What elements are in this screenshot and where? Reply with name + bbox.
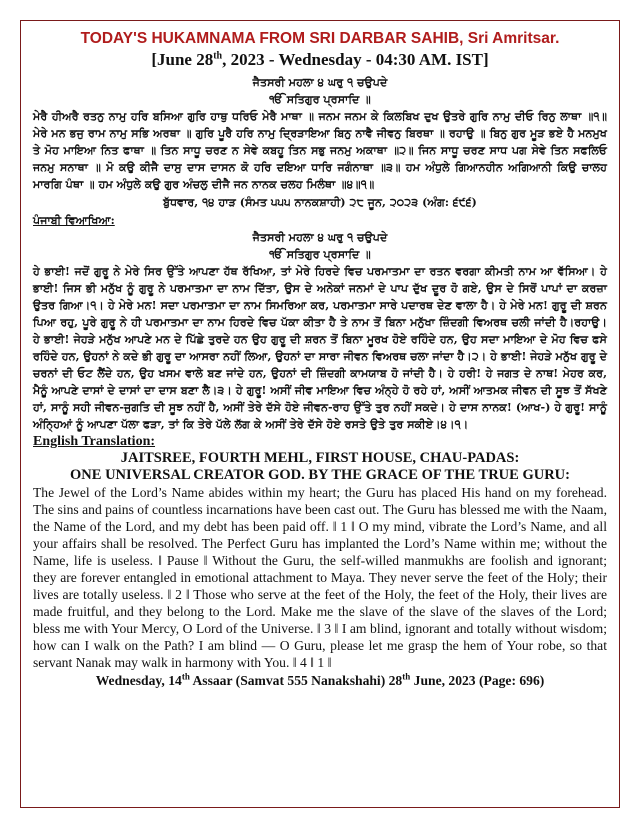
gurbani-date-line: ਬੁੱਧਵਾਰ, ੧੪ ਹਾੜ (ਸੰਮਤ ੫੫੫ ਨਾਨਕਸ਼ਾਹੀ) ੨੮ ਜੂਨ, ੨੦੨੩ (ਅੰਗ: ੬੯੬)	[163, 195, 477, 209]
english-heading: English Translation:	[33, 434, 156, 449]
english-text: The Jewel of the Lord’s Name abides within my heart; the Guru has placed His hand on my forehead. The sins and pains of countless incarnations have been cast out. The Guru has blessed me with the Naam, the Name of the Lord, and my debt has been paid off. ‖ 1 ‖ O my mind, vibrate the Lord’s Name, and all your affairs shall be resolved. The Perfect Guru has implanted the Lord’s Name within me; without the Name, life is useless. ‖ Pause ‖ Without the Guru, the self-willed manmukhs are foolish and ignorant; they are forever entangled in emotional attachment to Maya. They never serve the feet of the Holy; their lives are totally useless. ‖ 2 ‖ Those who serve at the feet of the Holy, the feet of the Holy, their lives are made fruitful, and they belong to the Lord. Make me the slave of the slave of the slaves of the Lord; bless me with Your Mercy, O Lord of the Universe. ‖ 3 ‖ I am blind, ignorant and totally without wisdom; how can I walk on the Path? I am blind — O Guru, please let me grasp the hem of Your robe, so that servant Nanak may walk in harmony with You. ‖ 4 ‖ 1 ‖	[33, 485, 607, 670]
gurbani-text: ਮੇਰੈ ਹੀਅਰੈ ਰਤਨੁ ਨਾਮੁ ਹਰਿ ਬਸਿਆ ਗੁਰਿ ਹਾਥੁ ਧਰਿਓ ਮੇਰੈ ਮਾਥਾ ॥ ਜਨਮ ਜਨਮ ਕੇ ਕਿਲਬਿਖ ਦੁਖ ਉਤਰੇ ਗੁਰਿ ਨਾਮੁ ਦੀਓ ਰਿਨੁ ਲਾਥਾ ॥੧॥ ਮੇਰੇ ਮਨ ਭਜੁ ਰਾਮ ਨਾਮੁ ਸਭਿ ਅਰਥਾ ॥ ਗੁਰਿ ਪੂਰੈ ਹਰਿ ਨਾਮੁ ਦ੍ਰਿੜਾਇਆ ਬਿਨੁ ਨਾਵੈ ਜੀਵਨੁ ਬਿਰਥਾ ॥ ਰਹਾਉ ॥ ਬਿਨੁ ਗੁਰ ਮੂੜ ਭਏ ਹੈ ਮਨਮੁਖ ਤੇ ਮੋਹ ਮਾਇਆ ਨਿਤ ਫਾਥਾ ॥ ਤਿਨ ਸਾਧੂ ਚਰਣ ਨ ਸੇਵੇ ਕਬਹੂ ਤਿਨ ਸਭੁ ਜਨਮੁ ਅਕਾਥਾ ॥੨॥ ਜਿਨ ਸਾਧੂ ਚਰਣ ਸਾਧ ਪਗ ਸੇਵੇ ਤਿਨ ਸਫਲਿਓ ਜਨਮੁ ਸਨਾਥਾ ॥ ਮੋ ਕਉ ਕੀਜੈ ਦਾਸੁ ਦਾਸ ਦਾਸਨ ਕੋ ਹਰਿ ਦਇਆ ਧਾਰਿ ਜਗੰਨਾਥਾ ॥੩॥ ਹਮ ਅੰਧੁਲੇ ਗਿਆਨਹੀਨ ਅਗਿਆਨੀ ਕਿਉ ਚਾਲਹ ਮਾਰਗਿ ਪੰਥਾ ॥ ਹਮ ਅੰਧੁਲੇ ਕਉ ਗੁਰ ਅੰਚਲੁ ਦੀਜੈ ਜਨ ਨਾਨਕ ਚਲਹ ਮਿਲੰਥਾ ॥੪॥੧॥	[33, 109, 607, 191]
english-line1: JAITSREE, FOURTH MEHL, FIRST HOUSE, CHAU-PADAS:	[120, 450, 520, 466]
gurbani-mool-mantar: ੴ ਸਤਿਗੁਰ ਪ੍ਰਸਾਦਿ ॥	[269, 92, 371, 106]
page-title: TODAY'S HUKAMNAMA FROM SRI DARBAR SAHIB, Sri Amritsar.	[80, 30, 560, 47]
gurbani-raag: ਜੈਤਸਰੀ ਮਹਲਾ ੪ ਘਰੁ ੧ ਚਉਪਦੇ	[252, 75, 388, 89]
punjabi-mool-mantar: ੴ ਸਤਿਗੁਰ ਪ੍ਰਸਾਦਿ ॥	[269, 247, 371, 261]
english-line2: ONE UNIVERSAL CREATOR GOD. BY THE GRACE OF THE TRUE GURU:	[70, 467, 570, 483]
footer-a-sup: th	[181, 671, 190, 682]
footer-b-sup: th	[402, 671, 411, 682]
footer-c: June, 2023 (Page: 696)	[410, 673, 545, 688]
footer-a: Wednesday, 14	[95, 673, 182, 688]
date-sup: th	[213, 50, 223, 62]
footer-b: Assaar (Samvat 555 Nanakshahi) 28	[189, 673, 403, 688]
punjabi-text: ਹੇ ਭਾਈ! ਜਦੋਂ ਗੁਰੂ ਨੇ ਮੇਰੇ ਸਿਰ ਉੱਤੇ ਆਪਣਾ ਹੱਥ ਰੱਖਿਆ, ਤਾਂ ਮੇਰੇ ਹਿਰਦੇ ਵਿਚ ਪਰਮਾਤਮਾ ਦਾ ਰਤਨ ਵਰਗਾ ਕੀਮਤੀ ਨਾਮ ਆ ਵੱਸਿਆ। ਹੇ ਭਾਈ! ਜਿਸ ਭੀ ਮਨੁੱਖ ਨੂੰ ਗੁਰੂ ਨੇ ਪਰਮਾਤਮਾ ਦਾ ਨਾਮ ਦਿੱਤਾ, ਉਸ ਦੇ ਅਨੇਕਾਂ ਜਨਮਾਂ ਦੇ ਪਾਪ ਦੁੱਖ ਦੂਰ ਹੋ ਗਏ, ਉਸ ਦੇ ਸਿਰੋਂ ਪਾਪਾਂ ਦਾ ਕਰਜ਼ਾ ਉਤਰ ਗਿਆ।੧। ਹੇ ਮੇਰੇ ਮਨ! ਸਦਾ ਪਰਮਾਤਮਾ ਦਾ ਨਾਮ ਸਿਮਰਿਆ ਕਰ, ਪਰਮਾਤਮਾ ਸਾਰੇ ਪਦਾਰਥ ਦੇਣ ਵਾਲਾ ਹੈ। ਹੇ ਮੇਰੇ ਮਨ! ਗੁਰੂ ਦੀ ਸ਼ਰਨ ਪਿਆ ਰਹੁ, ਪੂਰੇ ਗੁਰੂ ਨੇ ਹੀ ਪਰਮਾਤਮਾ ਦਾ ਨਾਮ ਹਿਰਦੇ ਵਿਚ ਪੱਕਾ ਕੀਤਾ ਹੈ ਤੇ ਨਾਮ ਤੋਂ ਬਿਨਾ ਮਨੁੱਖਾ ਜ਼ਿੰਦਗੀ ਵਿਅਰਥ ਚਲੀ ਜਾਂਦੀ ਹੈ।ਰਹਾਉ। ਹੇ ਭਾਈ! ਜੇਹੜੇ ਮਨੁੱਖ ਆਪਣੇ ਮਨ ਦੇ ਪਿੱਛੇ ਤੁਰਦੇ ਹਨ ਉਹ ਗੁਰੂ ਦੀ ਸ਼ਰਨ ਤੋਂ ਬਿਨਾ ਮੂਰਖ ਹੋਏ ਰਹਿੰਦੇ ਹਨ, ਉਹ ਸਦਾ ਮਾਇਆ ਦੇ ਮੋਹ ਵਿਚ ਫਸੇ ਰਹਿੰਦੇ ਹਨ, ਉਹਨਾਂ ਨੇ ਕਦੇ ਭੀ ਗੁਰੂ ਦਾ ਆਸਰਾ ਨਹੀਂ ਲਿਆ, ਉਹਨਾਂ ਦਾ ਸਾਰਾ ਜੀਵਨ ਵਿਅਰਥ ਚਲਾ ਜਾਂਦਾ ਹੈ।੨। ਹੇ ਭਾਈ! ਜੇਹੜੇ ਮਨੁੱਖ ਗੁਰੂ ਦੇ ਚਰਨਾਂ ਦੀ ਓਟ ਲੈਂਦੇ ਹਨ, ਉਹ ਖਸਮ ਵਾਲੇ ਬਣ ਜਾਂਦੇ ਹਨ, ਉਹਨਾਂ ਦੀ ਜ਼ਿੰਦਗੀ ਕਾਮਯਾਬ ਹੋ ਜਾਂਦੀ ਹੈ। ਹੇ ਹਰੀ! ਹੇ ਜਗਤ ਦੇ ਨਾਥ! ਮੇਹਰ ਕਰ, ਮੈਨੂੰ ਆਪਣੇ ਦਾਸਾਂ ਦੇ ਦਾਸਾਂ ਦਾ ਦਾਸ ਬਣਾ ਲੈ।੩। ਹੇ ਗੁਰੂ! ਅਸੀਂ ਜੀਵ ਮਾਇਆ ਵਿਚ ਅੰਨ੍ਹੇ ਹੋ ਰਹੇ ਹਾਂ, ਅਸੀਂ ਆਤਮਕ ਜੀਵਨ ਦੀ ਸੂਝ ਤੋਂ ਸੱਖਣੇ ਹਾਂ, ਸਾਨੂੰ ਸਹੀ ਜੀਵਨ-ਜੁਗਤਿ ਦੀ ਸੂਝ ਨਹੀਂ ਹੈ, ਅਸੀਂ ਤੇਰੇ ਦੱਸੇ ਹੋਏ ਜੀਵਨ-ਰਾਹ ਉੱਤੇ ਤੁਰ ਨਹੀਂ ਸਕਦੇ। ਹੇ ਦਾਸ ਨਾਨਕ! (ਆਖ-) ਹੇ ਗੁਰੂ! ਸਾਨੂੰ ਅੰਨ੍ਹਿਆਂ ਨੂੰ ਆਪਣਾ ਪੱਲਾ ਫੜਾ, ਤਾਂ ਕਿ ਤੇਰੇ ਪੱਲੇ ਲੱਗ ਕੇ ਅਸੀਂ ਤੇਰੇ ਦੱਸੇ ਹੋਏ ਰਸਤੇ ਉਤੇ ਤੁਰ ਸਕੀਏ।੪।੧।	[33, 264, 607, 431]
date-rest: , 2023 - Wednesday - 04:30 AM. IST]	[222, 50, 489, 69]
english-footer	[33, 672, 607, 690]
date-heading	[33, 49, 607, 70]
punjabi-heading: ਪੰਜਾਬੀ ਵਿਆਖਿਆ:	[33, 213, 115, 227]
date-open: [June 28	[151, 50, 214, 69]
hukamnama-document	[20, 20, 620, 808]
punjabi-raag: ਜੈਤਸਰੀ ਮਹਲਾ ੪ ਘਰੁ ੧ ਚਉਪਦੇ	[252, 230, 388, 244]
